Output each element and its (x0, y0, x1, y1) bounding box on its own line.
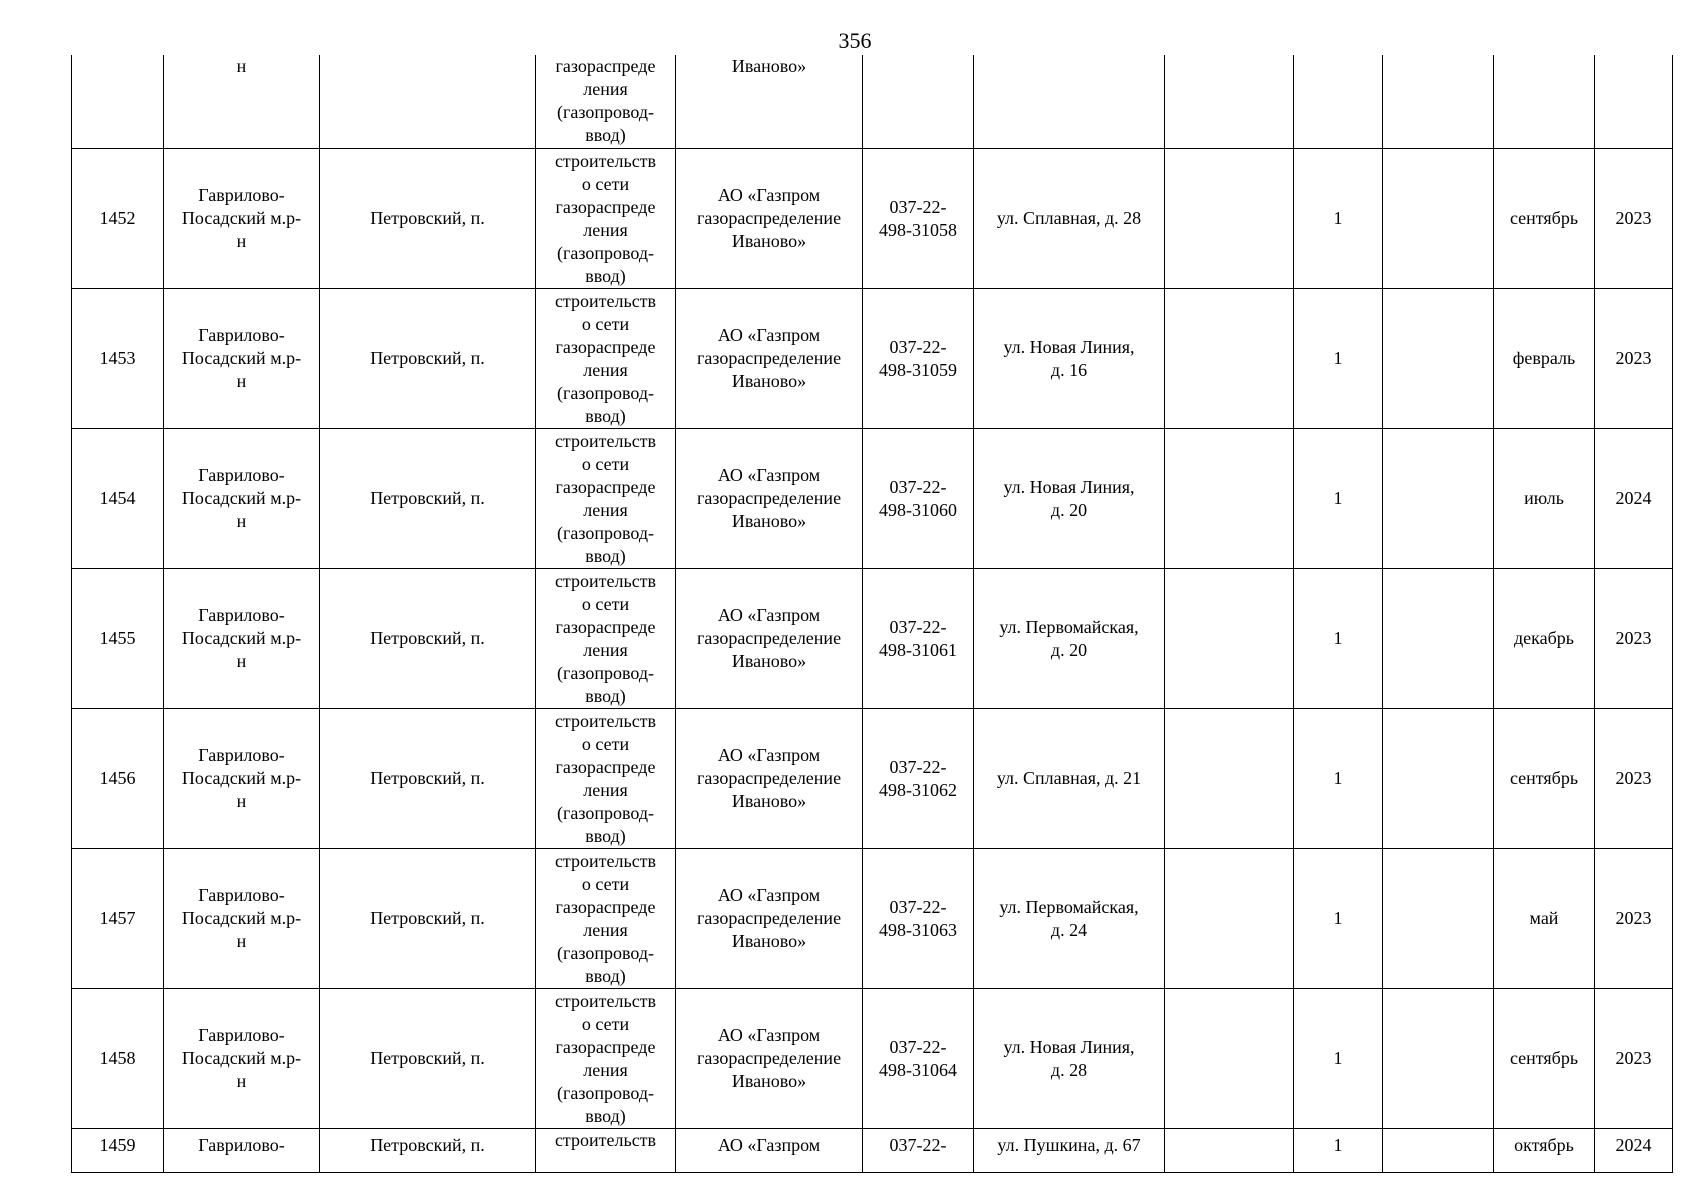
request-code-cell: 037-22- 498-31061 (863, 569, 974, 709)
empty-cell (1383, 289, 1494, 429)
empty-cell (1383, 1129, 1494, 1173)
month-cell: май (1494, 849, 1595, 989)
table-body (72, 55, 1673, 1173)
request-code-cell (863, 55, 974, 149)
row-number (72, 55, 164, 149)
empty-cell (1383, 149, 1494, 289)
row-number: 1457 (72, 849, 164, 989)
month-cell: июль (1494, 429, 1595, 569)
settlement-cell: Петровский, п. (320, 149, 536, 289)
row-number: 1458 (72, 989, 164, 1129)
request-code-cell: 037-22- 498-31062 (863, 709, 974, 849)
empty-cell (1165, 849, 1294, 989)
address-cell: ул. Первомайская, д. 20 (974, 569, 1165, 709)
settlement-cell: Петровский, п. (320, 569, 536, 709)
address-cell: ул. Новая Линия, д. 20 (974, 429, 1165, 569)
district-cell: Гаврилово- Посадский м.р- н (164, 849, 320, 989)
request-code-cell: 037-22- 498-31063 (863, 849, 974, 989)
organization-cell: АО «Газпром газораспределение Иваново» (676, 569, 863, 709)
row-number: 1452 (72, 149, 164, 289)
row-number: 1453 (72, 289, 164, 429)
address-cell: ул. Первомайская, д. 24 (974, 849, 1165, 989)
year-cell: 2023 (1595, 989, 1673, 1129)
work-type-cell: строительств о сети газораспреде ления (газопровод- ввод) (536, 429, 676, 569)
address-cell: ул. Пушкина, д. 67 (974, 1129, 1165, 1173)
district-cell: Гаврилово- Посадский м.р- н (164, 429, 320, 569)
district-cell: Гаврилово- Посадский м.р- н (164, 569, 320, 709)
organization-cell: АО «Газпром газораспределение Иваново» (676, 849, 863, 989)
month-cell (1494, 55, 1595, 149)
quantity-cell: 1 (1294, 429, 1383, 569)
request-code-cell: 037-22- 498-31059 (863, 289, 974, 429)
month-cell: октябрь (1494, 1129, 1595, 1173)
address-cell (974, 55, 1165, 149)
empty-cell (1165, 1129, 1294, 1173)
work-type-cell: строительств о сети газораспреде ления (газопровод- ввод) (536, 149, 676, 289)
month-cell: декабрь (1494, 569, 1595, 709)
work-type-cell: строительств о сети газораспреде ления (газопровод- ввод) (536, 989, 676, 1129)
work-type-cell: газораспреде ления (газопровод- ввод) (536, 55, 676, 149)
request-code-cell: 037-22- 498-31058 (863, 149, 974, 289)
row-number: 1459 (72, 1129, 164, 1173)
quantity-cell: 1 (1294, 849, 1383, 989)
empty-cell (1383, 709, 1494, 849)
settlement-cell: Петровский, п. (320, 289, 536, 429)
empty-cell (1165, 989, 1294, 1129)
work-type-cell: строительств о сети газораспреде ления (газопровод- ввод) (536, 849, 676, 989)
empty-cell (1165, 429, 1294, 569)
page-number: 356 (838, 28, 872, 53)
settlement-cell: Петровский, п. (320, 429, 536, 569)
quantity-cell: 1 (1294, 149, 1383, 289)
settlement-cell: Петровский, п. (320, 989, 536, 1129)
table-row (72, 709, 1673, 849)
table-row (72, 55, 1673, 149)
table-row (72, 1129, 1673, 1173)
table-row (72, 429, 1673, 569)
empty-cell (1383, 989, 1494, 1129)
work-type-cell: строительств о сети газораспреде ления (газопровод- ввод) (536, 569, 676, 709)
table-row (72, 849, 1673, 989)
empty-cell (1383, 429, 1494, 569)
address-cell: ул. Сплавная, д. 28 (974, 149, 1165, 289)
empty-cell (1165, 289, 1294, 429)
empty-cell (1165, 569, 1294, 709)
organization-cell: АО «Газпром газораспределение Иваново» (676, 429, 863, 569)
work-type-cell: строительств о сети газораспреде ления (газопровод- ввод) (536, 709, 676, 849)
quantity-cell: 1 (1294, 569, 1383, 709)
year-cell: 2023 (1595, 849, 1673, 989)
district-cell: Гаврилово- Посадский м.р- н (164, 289, 320, 429)
year-cell: 2023 (1595, 289, 1673, 429)
request-code-cell: 037-22- 498-31064 (863, 989, 974, 1129)
organization-cell: АО «Газпром (676, 1129, 863, 1173)
work-type-cell: строительств о сети газораспреде ления (газопровод- ввод) (536, 289, 676, 429)
quantity-cell: 1 (1294, 1129, 1383, 1173)
table-row (72, 569, 1673, 709)
organization-cell: АО «Газпром газораспределение Иваново» (676, 709, 863, 849)
year-cell: 2023 (1595, 149, 1673, 289)
year-cell: 2024 (1595, 429, 1673, 569)
empty-cell (1165, 709, 1294, 849)
address-cell: ул. Сплавная, д. 21 (974, 709, 1165, 849)
settlement-cell: Петровский, п. (320, 1129, 536, 1173)
address-cell: ул. Новая Линия, д. 28 (974, 989, 1165, 1129)
year-cell: 2024 (1595, 1129, 1673, 1173)
district-cell: Гаврилово- (164, 1129, 320, 1173)
district-cell: Гаврилово- Посадский м.р- н (164, 709, 320, 849)
month-cell: февраль (1494, 289, 1595, 429)
year-cell: 2023 (1595, 569, 1673, 709)
district-cell: н (164, 55, 320, 149)
quantity-cell (1294, 55, 1383, 149)
row-number: 1456 (72, 709, 164, 849)
empty-cell (1383, 55, 1494, 149)
table-row (72, 289, 1673, 429)
quantity-cell: 1 (1294, 709, 1383, 849)
table-row (72, 989, 1673, 1129)
organization-cell: Иваново» (676, 55, 863, 149)
row-number: 1454 (72, 429, 164, 569)
district-cell: Гаврилово- Посадский м.р- н (164, 989, 320, 1129)
organization-cell: АО «Газпром газораспределение Иваново» (676, 149, 863, 289)
month-cell: сентябрь (1494, 149, 1595, 289)
request-code-cell: 037-22- (863, 1129, 974, 1173)
month-cell: сентябрь (1494, 989, 1595, 1129)
address-cell: ул. Новая Линия, д. 16 (974, 289, 1165, 429)
organization-cell: АО «Газпром газораспределение Иваново» (676, 289, 863, 429)
empty-cell (1165, 55, 1294, 149)
table-row (72, 149, 1673, 289)
row-number: 1455 (72, 569, 164, 709)
year-cell: 2023 (1595, 709, 1673, 849)
district-cell: Гаврилово- Посадский м.р- н (164, 149, 320, 289)
organization-cell: АО «Газпром газораспределение Иваново» (676, 989, 863, 1129)
year-cell (1595, 55, 1673, 149)
request-code-cell: 037-22- 498-31060 (863, 429, 974, 569)
empty-cell (1383, 569, 1494, 709)
work-type-cell: строительств (536, 1129, 676, 1173)
settlement-cell (320, 55, 536, 149)
settlement-cell: Петровский, п. (320, 849, 536, 989)
quantity-cell: 1 (1294, 989, 1383, 1129)
month-cell: сентябрь (1494, 709, 1595, 849)
registry-table (71, 55, 1673, 1173)
settlement-cell: Петровский, п. (320, 709, 536, 849)
quantity-cell: 1 (1294, 289, 1383, 429)
empty-cell (1165, 149, 1294, 289)
empty-cell (1383, 849, 1494, 989)
